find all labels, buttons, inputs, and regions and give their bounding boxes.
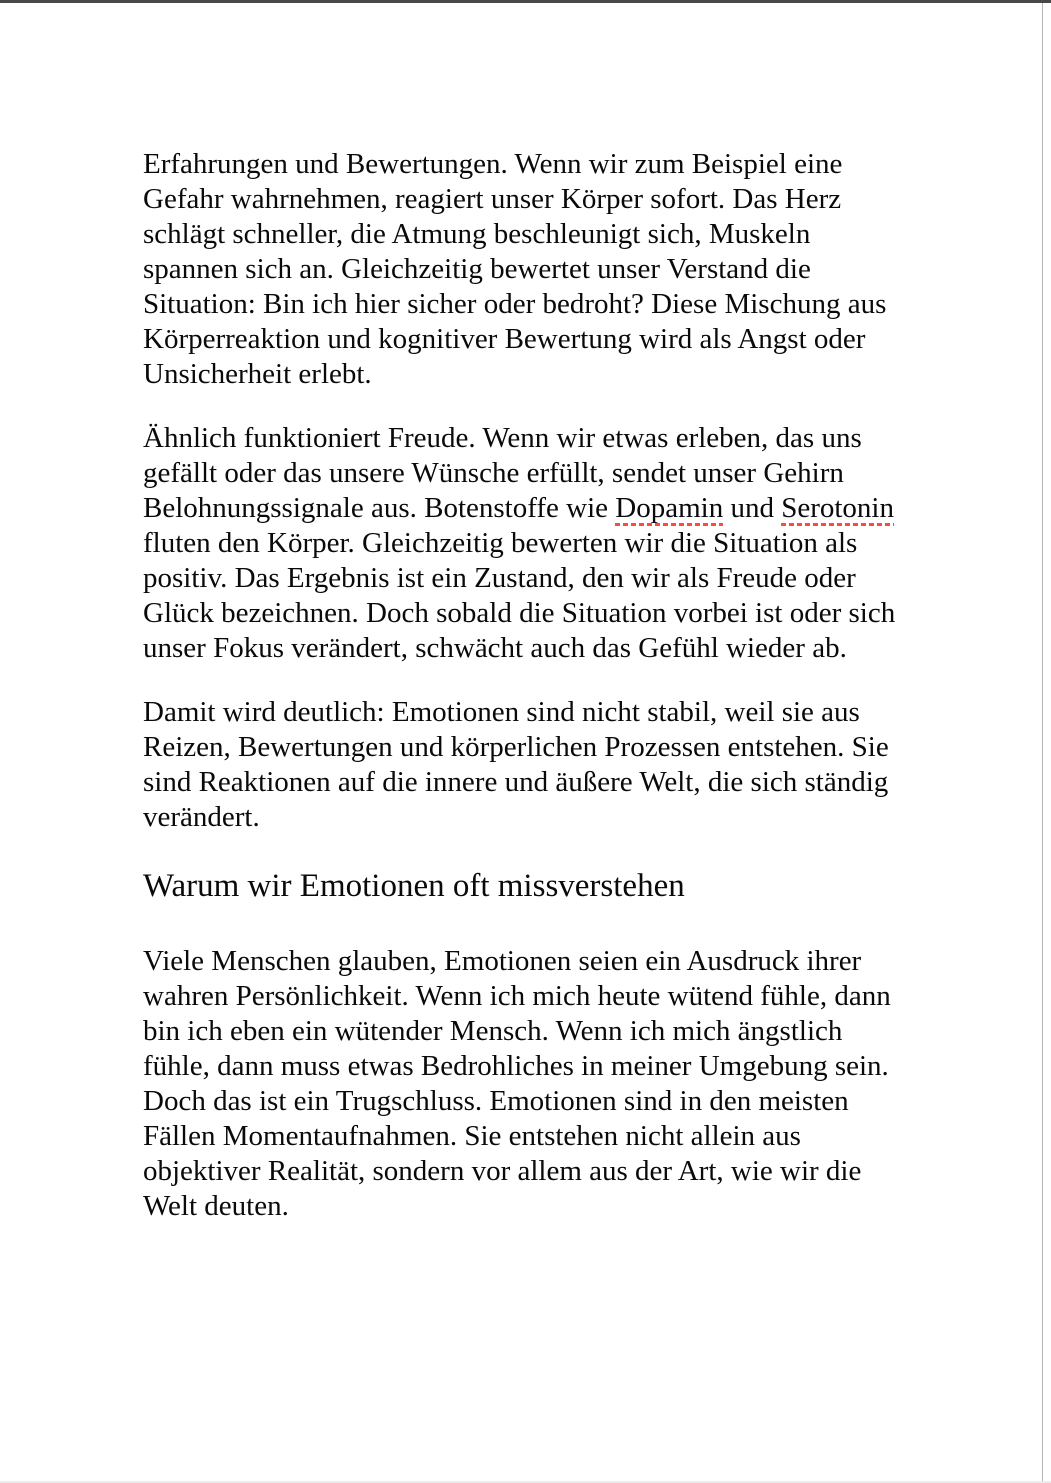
paragraph-emotions-unstable: Damit wird deutlich: Emotionen sind nicht stabil, weil sie aus Reizen, Bewertungen und körperlichen Prozessen entstehen. Sie sind Reaktionen auf die innere und äußere Welt, die sich ständig verändert. — [143, 696, 889, 833]
paragraph-misunderstanding: Viele Menschen glauben, Emotionen seien ein Ausdruck ihrer wahren Persönlichkeit. Wenn ich mich heute wütend fühle, dann bin ich eben ein wütender Mensch. Wenn ich mich ängstlich fühle, dann muss etwas Bedrohliches in meiner Umgebung sein. Doch das ist ein Trugschluss. Emotionen sind in den meisten Fällen Momentaufnahmen. Sie entstehen nicht allein aus objektiver Realität, sondern vor allem aus der Art, wie wir die Welt deuten. — [143, 945, 891, 1222]
paragraph-joy — [143, 421, 910, 666]
misspelled-word-serotonin[interactable]: Serotonin — [781, 492, 894, 524]
paragraph-body-reactions: Erfahrungen und Bewertungen. Wenn wir zum Beispiel eine Gefahr wahrnehmen, reagiert unser Körper sofort. Das Herz schlägt schneller, die Atmung beschleunigt sich, Muskeln spannen sich an. Gleichzeitig bewertet unser Verstand die Situation: Bin ich hier sicher oder bedroht? Diese Mischung aus Körperreaktion und kognitiver Bewertung wird als Angst oder Unsicherheit erlebt. — [143, 148, 887, 390]
misspelled-word-dopamin[interactable]: Dopamin — [615, 492, 724, 524]
paragraph-text: Ähnlich funktioniert Freude. Wenn wir etwas erleben, das uns gefällt oder das unsere Wünsche erfüllt, sendet unser Gehirn Belohnungssignale aus. Botenstoffe wie — [143, 422, 862, 524]
document-page[interactable] — [143, 147, 910, 1253]
paragraph-text: und — [723, 492, 782, 524]
toolbar-bottom-edge — [0, 0, 1051, 3]
section-heading: Warum wir Emotionen oft missverstehen — [143, 868, 685, 904]
page-right-edge-line — [1042, 3, 1043, 1483]
paragraph-text: fluten den Körper. Gleichzeitig bewerten wir die Situation als positiv. Das Ergebnis ist ein Zustand, den wir als Freude oder Glück bezeichnen. Doch sobald die Situation vorbei ist oder sich unser Fokus verändert, schwächt auch das Gefühl wieder ab. — [143, 527, 896, 664]
